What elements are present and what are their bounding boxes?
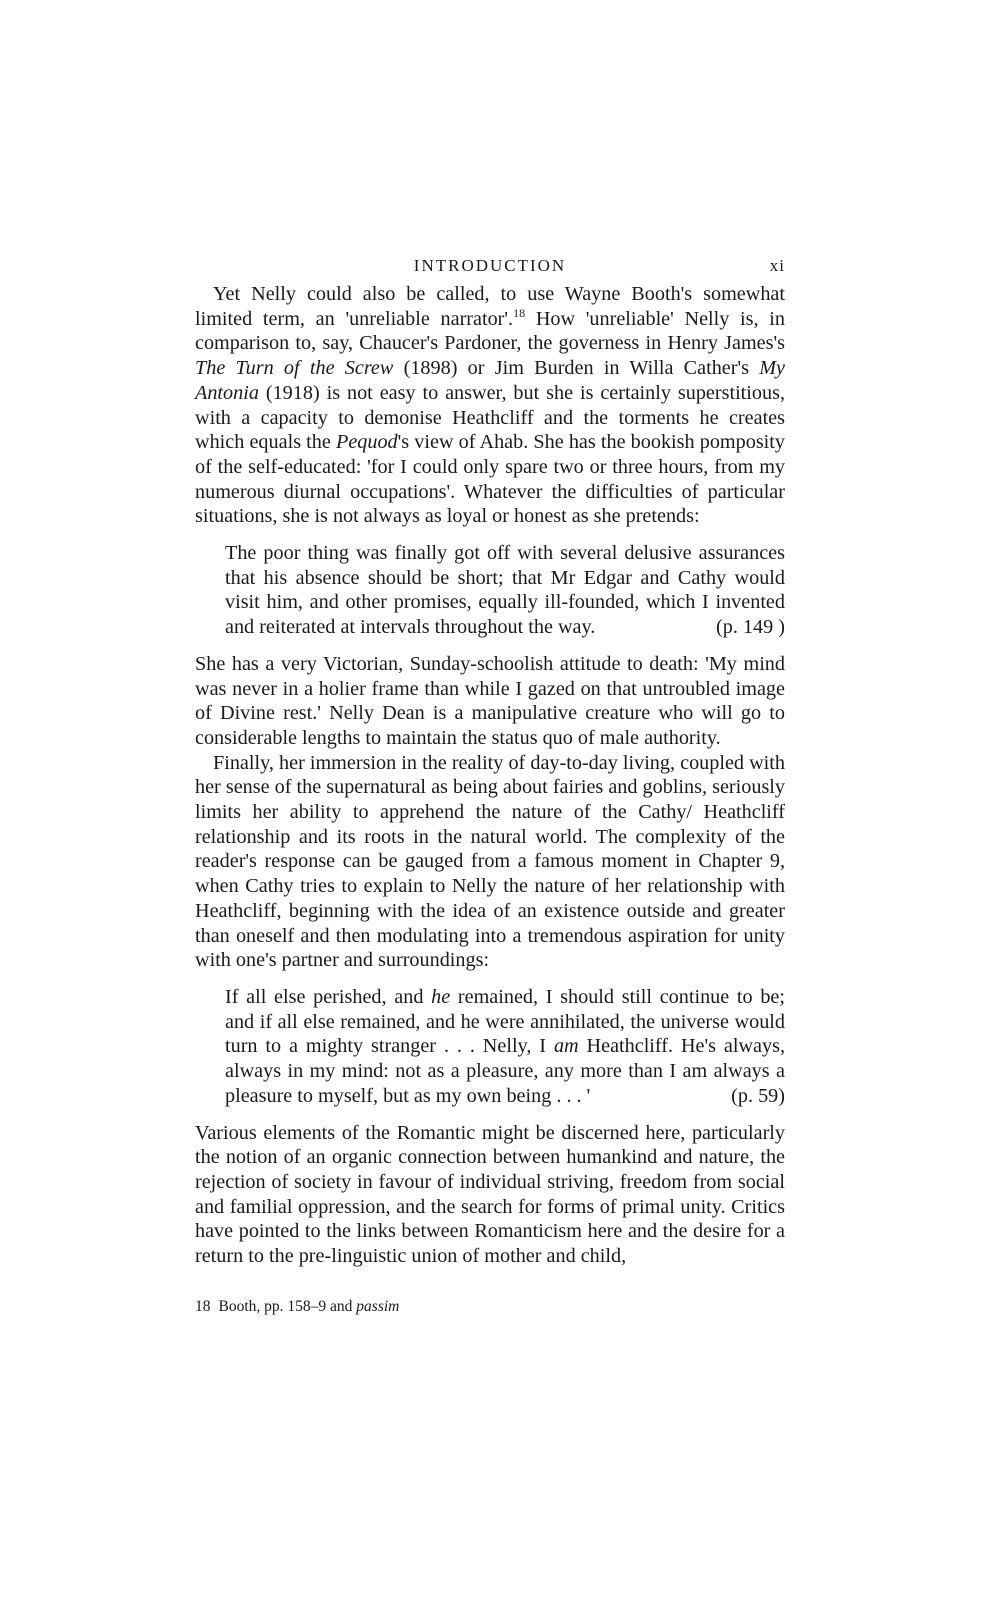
running-head-title: INTRODUCTION: [413, 256, 567, 275]
paragraph-nelly-unreliable: Yet Nelly could also be called, to use Wayne Booth's somewhat limited term, an 'unreliable narrator'.$^{18}$ How 'unreliable' Nelly is, in comparison to, say, Chaucer's Pardoner, the governess in Henry James's The Turn of the Screw (1898) or Jim Burden in Willa Cather's My Antonia (1918) is not easy to answer, but she is certainly superstitious, with a capacity to demonise Heathcliff and the torments he creates which equals the Pequod's view of Ahab. She has the bookish pomposity of the self-educated: 'for I could only spare two or three hours, from my numerous diurnal occupations'. Whatever the difficulties of particular situations, she is not always as loyal or honest as she pretends:: [195, 283, 786, 528]
paragraph-romantic-elements: Various elements of the Romantic might be discerned here, particularly the notion of an organic connection between humankind and nature, the rejection of society in favour of individual striving, freedom from social and familial oppression, and the search for forms of primal unity. Critics have pointed to the links between Romanticism here and the desire for a return to the pre-linguistic union of mother and child,: [195, 1121, 785, 1268]
footnote-number: 18: [195, 1297, 211, 1315]
page-number: xi: [769, 256, 785, 275]
quote-citation: (p. 149 ): [716, 616, 785, 639]
block-quote-delusive-assurances: The poor thing was finally got off with several delusive assurances that his absence should be short; that Mr Edgar and Cathy would visit him, and other promises, equally ill-founded, which I invented and reiterated at intervals throughout the way. (p. 149 ): [225, 542, 785, 639]
paragraph-complexity: Finally, her immersion in the reality of day-to-day living, coupled with her sense of the supernatural as being about fairies and goblins, seriously limits her ability to apprehend the nature of the Cathy/ Heathcliff relationship and its roots in the natural world. The complexity of the reader's response can be gauged from a famous moment in Chapter 9, when Cathy tries to explain to Nelly the nature of her relationship with Heathcliff, beginning with the idea of an existence outside and greater than oneself and then modulating into a tremendous aspiration for unity with one's partner and surroundings:: [195, 751, 785, 972]
footnote-reference: 18: [513, 305, 526, 320]
quote-citation: (p. 59): [731, 1084, 785, 1107]
paragraph-victorian-attitude: She has a very Victorian, Sunday-schoolish attitude to death: 'My mind was never in a holier frame than while I gazed on that untroubled image of Divine rest.' Nelly Dean is a manipulative creature who will go to considerable lengths to maintain the status quo of male authority.: [195, 652, 785, 749]
book-page: [195, 252, 785, 1317]
footnote: 18 Booth, pp. 158–9 and passim: [195, 1297, 400, 1315]
block-quote-i-am-heathcliff: If all else perished, and he remained, I should still continue to be; and if all else remained, and he were annihilated, the universe would turn to a mighty stranger . . . Nelly, I am Heathcliff. He's always, always in my mind: not as a pleasure, any more than I am always a pleasure to myself, but as my own being . . . ' (p. 59): [225, 985, 785, 1107]
running-head: [195, 252, 785, 282]
